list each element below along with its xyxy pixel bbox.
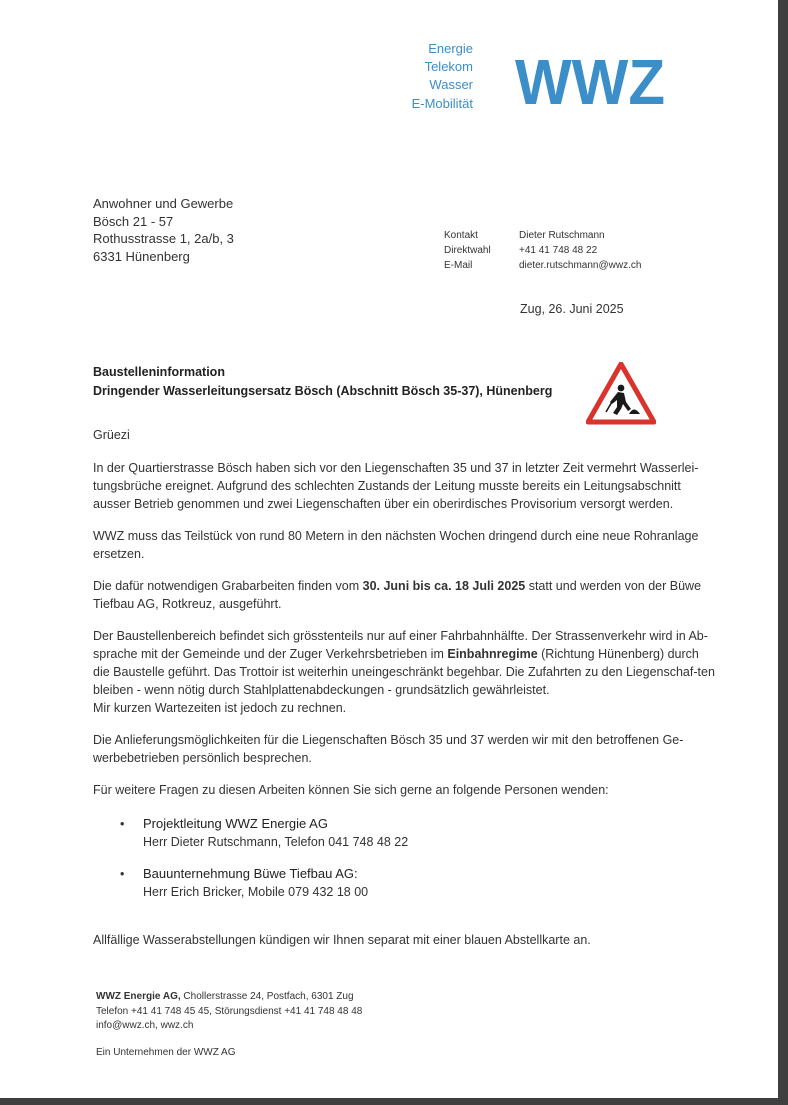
wwz-logo [514, 54, 666, 110]
paragraph: In der Quartierstrasse Bösch haben sich vor den Liegenschaften 35 und 37 in letzter Zeit vermehrt Wasserlei-tungsbrüche ereignet. Aufgrund des schlechten Zustands der Leitung musste bereits ein Leitungsabschnitt ausser Betrieb genommen und zwei Liegenschaften über ein oberirdisches Provisorium versorgt werden. [93, 461, 699, 511]
paragraph: WWZ muss das Teilstück von rund 80 Metern in den nächsten Wochen dringend durch eine neue Rohranlage ersetzen. [93, 529, 699, 561]
contact-row [444, 258, 641, 273]
contact-label: E-Mail [444, 260, 473, 271]
contact-row [444, 228, 641, 243]
contact-row [444, 243, 641, 258]
footer-group: Ein Unternehmen der WWZ AG [96, 1047, 236, 1058]
recipient-address [93, 195, 234, 265]
address-line: 6331 Hünenberg [93, 248, 190, 264]
footer-company: WWZ Energie AG, [96, 991, 181, 1002]
letter-footer [96, 990, 362, 1034]
tagline: E-Mobilität [411, 95, 473, 111]
contact-person: Herr Erich Bricker, Mobile 079 432 18 00 [143, 885, 369, 899]
paragraph [93, 577, 715, 613]
footer-phone: Telefon +41 41 748 45 45, Störungsdienst +41 41 748 48 48 [96, 1005, 363, 1017]
paragraph [93, 627, 715, 717]
page-shadow-bottom [0, 1098, 788, 1105]
contact-label: Direktwahl [444, 245, 491, 256]
list-item [93, 865, 715, 901]
letter-subject [93, 363, 552, 400]
tagline: Energie [428, 41, 473, 56]
subject-line-1: Baustelleninformation [93, 365, 225, 379]
letter-date: Zug, 26. Juni 2025 [520, 302, 624, 316]
text-run: Die dafür notwendigen Grabarbeiten finden vom [93, 579, 363, 593]
contact-block [444, 228, 641, 273]
brand-taglines [390, 40, 473, 113]
paragraph: Für weitere Fragen zu diesen Arbeiten können Sie sich gerne an folgende Personen wenden: [93, 783, 609, 797]
address-line: Rothusstrasse 1, 2a/b, 3 [93, 231, 234, 246]
text-run: Der Baustellenbereich befindet sich grösstenteils nur auf einer Fahrbahnhälfte. Der Strassenverkehr wird in Ab-sprache mit der Gemeinde und der Zuger Verkehrsbetrieben im [93, 629, 708, 661]
paragraph: Die Anlieferungsmöglichkeiten für die Liegenschaften Bösch 35 und 37 werden wir mit den betroffenen Ge-werbebetrieben persönlich besprechen. [93, 733, 684, 765]
contact-role: Projektleitung WWZ Energie AG [143, 816, 328, 831]
letter-body [93, 426, 715, 963]
roadwork-warning-sign-icon [586, 362, 656, 425]
text-run: (Richtung Hünenberg) durch die Baustelle geführt. Das Trottoir ist weiterhin uneingeschränkt begehbar. Die Zufahrten zu den Liegenschaf-ten bleiben - wenn nötig durch Stahlplattenabdeckungen - grundsätzlich gewährleistet. [93, 647, 715, 697]
contact-label: Kontakt [444, 230, 478, 241]
paragraph: Allfällige Wasserabstellungen kündigen wir Ihnen separat mit einer blauen Abstellkarte an. [93, 933, 591, 947]
contact-email: dieter.rutschmann@wwz.ch [519, 260, 642, 271]
address-line: Anwohner und Gewerbe [93, 196, 234, 211]
work-period: 30. Juni bis ca. 18 Juli 2025 [362, 579, 526, 593]
contact-role: Bauunternehmung Büwe Tiefbau AG: [143, 866, 358, 881]
list-item [93, 815, 715, 851]
tagline: Telekom [424, 59, 473, 75]
spacer [93, 915, 715, 931]
contact-persons-list [93, 815, 715, 901]
page-shadow-right [778, 0, 788, 1105]
contact-value: Dieter Rutschmann [519, 230, 605, 241]
contact-person: Herr Dieter Rutschmann, Telefon 041 748 48 22 [143, 835, 409, 849]
bullet-icon: • [120, 867, 125, 881]
bullet-icon: • [120, 817, 125, 831]
traffic-regime: Einbahnregime [447, 647, 538, 661]
text-run: Mir kurzen Wartezeiten ist jedoch zu rechnen. [93, 701, 347, 715]
contact-value: +41 41 748 48 22 [519, 245, 598, 256]
tagline: Wasser [429, 77, 473, 93]
logo-text: WWZ [515, 54, 665, 110]
footer-address-line [96, 990, 362, 1005]
address-line: Bösch 21 - 57 [93, 213, 174, 229]
footer-web: info@wwz.ch, wwz.ch [96, 1020, 194, 1031]
subject-line-2: Dringender Wasserleitungsersatz Bösch (Abschnitt Bösch 35-37), Hünenberg [93, 383, 553, 398]
text-run: statt und werden von der Büwe Tiefbau AG, Rotkreuz, ausgeführt. [93, 579, 702, 611]
footer-address: Chollerstrasse 24, Postfach, 6301 Zug [180, 991, 354, 1002]
greeting: Grüezi [93, 428, 130, 442]
